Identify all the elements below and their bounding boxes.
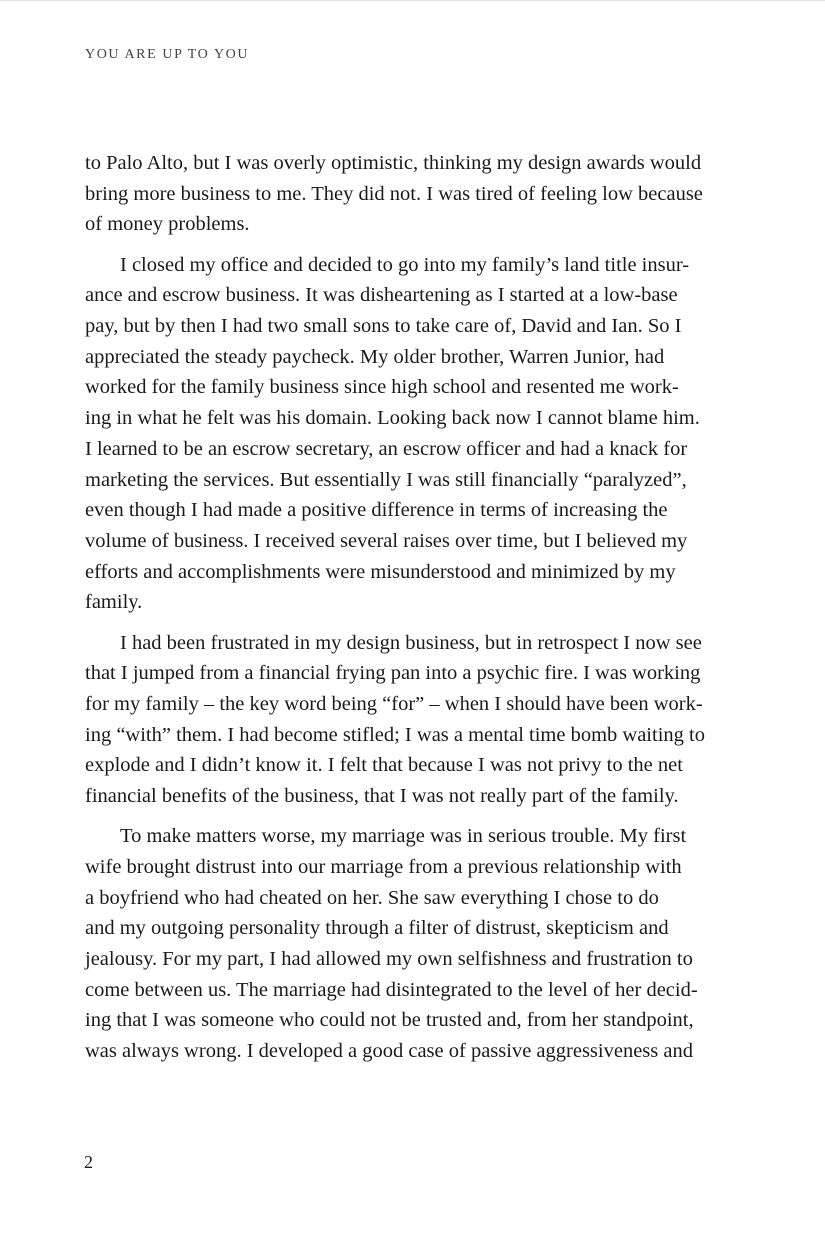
text-line: ing that I was someone who could not be trusted and, from her standpoint, (85, 1009, 694, 1032)
text-line: bring more business to me. They did not. I was tired of feeling low because (85, 182, 703, 205)
text-line: worked for the family business since high school and resented me work- (85, 376, 679, 399)
text-line: and my outgoing personality through a filter of distrust, skepticism and (85, 917, 669, 940)
text-line: pay, but by then I had two small sons to take care of, David and Ian. So I (85, 315, 682, 338)
text-line: ing in what he felt was his domain. Looking back now I cannot blame him. (85, 407, 700, 430)
running-head: YOU ARE UP TO YOU (85, 47, 250, 62)
paragraph-4 (85, 821, 730, 1067)
text-line: volume of business. I received several raises over time, but I believed my (85, 529, 688, 552)
text-line: explode and I didn’t know it. I felt that because I was not privy to the net (85, 754, 683, 777)
body-text (85, 148, 730, 1076)
text-line: a boyfriend who had cheated on her. She saw everything I chose to do (85, 886, 659, 909)
text-line: financial benefits of the business, that I was not really part of the family. (85, 785, 679, 808)
paragraph-1 (85, 148, 730, 240)
text-line: I learned to be an escrow secretary, an escrow officer and had a knack for (85, 437, 688, 460)
text-line: for my family – the key word being “for” – when I should have been work- (85, 692, 703, 715)
text-line: even though I had made a positive difference in terms of increasing the (85, 499, 668, 522)
top-rule (0, 0, 825, 1)
paragraph-3 (85, 628, 730, 812)
text-line: wife brought distrust into our marriage from a previous relationship with (85, 855, 682, 878)
text-line: I had been frustrated in my design business, but in retrospect I now see (120, 631, 702, 654)
text-line: I closed my office and decided to go into my family’s land title insur- (120, 253, 690, 276)
text-line: To make matters worse, my marriage was in serious trouble. My first (120, 825, 687, 848)
text-line: jealousy. For my part, I had allowed my own selfishness and frustration to (85, 948, 693, 971)
text-line: of money problems. (85, 213, 250, 236)
text-line: to Palo Alto, but I was overly optimistic, thinking my design awards would (85, 152, 702, 174)
paragraph-2 (85, 250, 730, 618)
text-line: efforts and accomplishments were misunderstood and minimized by my (85, 560, 676, 583)
text-line: appreciated the steady paycheck. My older brother, Warren Junior, had (85, 345, 665, 368)
page-number: 2 (84, 1152, 93, 1172)
text-line: come between us. The marriage had disintegrated to the level of her decid- (85, 978, 698, 1001)
text-line: was always wrong. I developed a good case of passive aggressiveness and (85, 1040, 693, 1063)
text-line: ing “with” them. I had become stifled; I was a mental time bomb waiting to (85, 723, 705, 746)
text-line: marketing the services. But essentially I was still financially “paralyzed”, (85, 468, 687, 491)
text-line: family. (85, 591, 143, 614)
text-line: that I jumped from a financial frying pan into a psychic fire. I was working (85, 662, 701, 685)
text-line: ance and escrow business. It was disheartening as I started at a low-base (85, 284, 678, 307)
